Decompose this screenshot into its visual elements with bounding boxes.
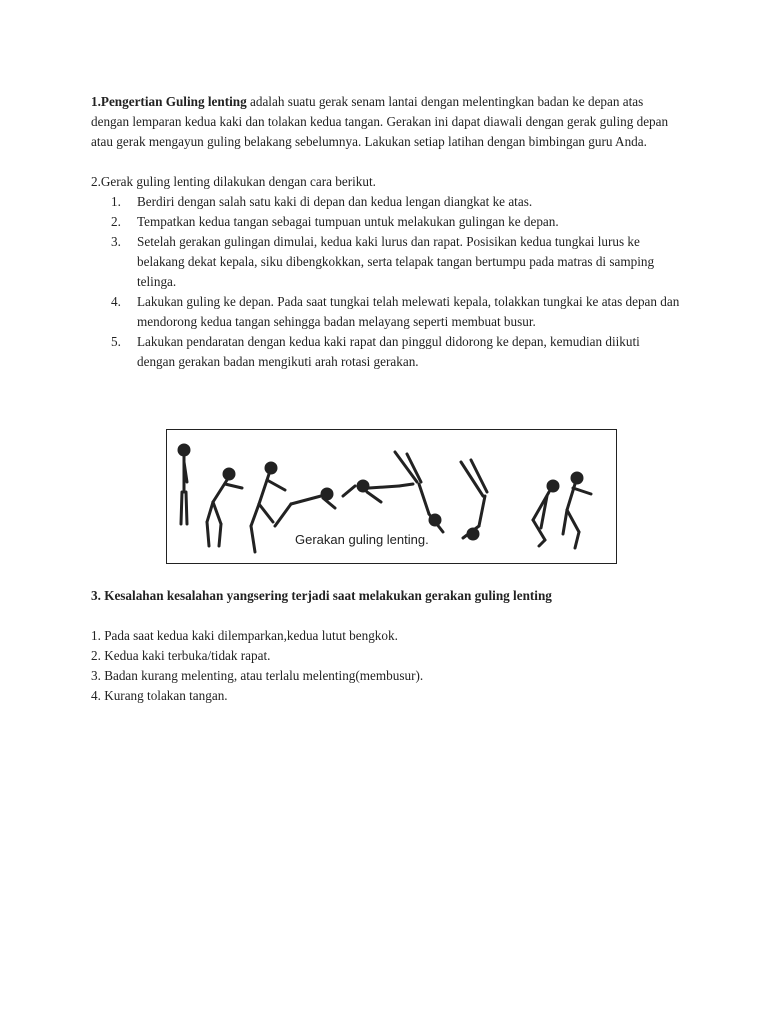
section-3-title: 3. Kesalahan kesalahan yangsering terjadi saat melakukan gerakan guling lenting bbox=[91, 588, 552, 603]
step-number: 3. bbox=[111, 234, 121, 249]
document-body bbox=[91, 92, 681, 372]
mistake-item: 3. Badan kurang melenting, atau terlalu melenting(membusur). bbox=[91, 668, 424, 683]
mistakes-list bbox=[91, 626, 681, 706]
step-text: Lakukan guling ke depan. Pada saat tungkai telah melewati kepala, tolakkan tungkai ke atas depan dan mendorong kedua tangan sehingga badan melayang seperti membuat busur. bbox=[137, 294, 680, 329]
section-3 bbox=[91, 586, 681, 706]
step-item bbox=[91, 232, 681, 292]
gymnast-pose-rise bbox=[563, 473, 591, 548]
figure-caption: Gerakan guling lenting. bbox=[295, 532, 429, 547]
step-number: 5. bbox=[111, 334, 121, 349]
gymnast-pose-inverted bbox=[395, 452, 443, 532]
mistake-item: 1. Pada saat kedua kaki dilemparkan,kedua lutut bengkok. bbox=[91, 628, 398, 643]
steps-list bbox=[91, 192, 681, 372]
gymnast-pose-step bbox=[251, 463, 285, 552]
step-number: 4. bbox=[111, 294, 121, 309]
section-1-paragraph bbox=[91, 92, 681, 152]
mistake-item: 4. Kurang tolakan tangan. bbox=[91, 688, 228, 703]
step-item bbox=[91, 192, 681, 212]
mistake-item: 2. Kedua kaki terbuka/tidak rapat. bbox=[91, 648, 271, 663]
guling-lenting-figure bbox=[166, 429, 617, 564]
step-text: Setelah gerakan gulingan dimulai, kedua kaki lurus dan rapat. Posisikan kedua tungkai lurus ke belakang dekat kepala, siku dibengkokkan, serta telapak tangan bertumpu pada matras di samping telinga. bbox=[137, 234, 655, 289]
section-1-heading: 1.Pengertian Guling lenting bbox=[91, 94, 247, 109]
step-text: Berdiri dengan salah satu kaki di depan dan kedua lengan diangkat ke atas. bbox=[137, 194, 533, 209]
step-item bbox=[91, 292, 681, 332]
step-text: Tempatkan kedua tangan sebagai tumpuan untuk melakukan gulingan ke depan. bbox=[137, 214, 559, 229]
step-item bbox=[91, 332, 681, 372]
step-number: 2. bbox=[111, 214, 121, 229]
gymnast-pose-ready bbox=[207, 469, 242, 546]
step-text: Lakukan pendaratan dengan kedua kaki rapat dan pinggul didorong ke depan, kemudian diikuti dengan gerakan badan mengikuti arah rotasi gerakan. bbox=[137, 334, 640, 369]
gymnast-pose-roll bbox=[343, 481, 413, 502]
gymnast-pose-dive bbox=[275, 489, 335, 526]
step-item bbox=[91, 212, 681, 232]
gymnast-pose-arch bbox=[461, 460, 487, 539]
gymnast-pose-crouch bbox=[533, 481, 558, 546]
gymnast-pose-standing bbox=[179, 445, 189, 524]
section-1-text: adalah suatu gerak senam lantai dengan melentingkan badan ke depan atas dengan lemparan kedua kaki dan tolakan kedua tangan. Gerakan ini dapat diawali dengan gerak guling depan atau gerak mengayun guling belakang sebelumnya. Lakukan setiap latihan dengan bimbingan guru Anda. bbox=[91, 94, 669, 149]
step-number: 1. bbox=[111, 194, 121, 209]
section-2-intro: 2.Gerak guling lenting dilakukan dengan cara berikut. bbox=[91, 174, 376, 189]
